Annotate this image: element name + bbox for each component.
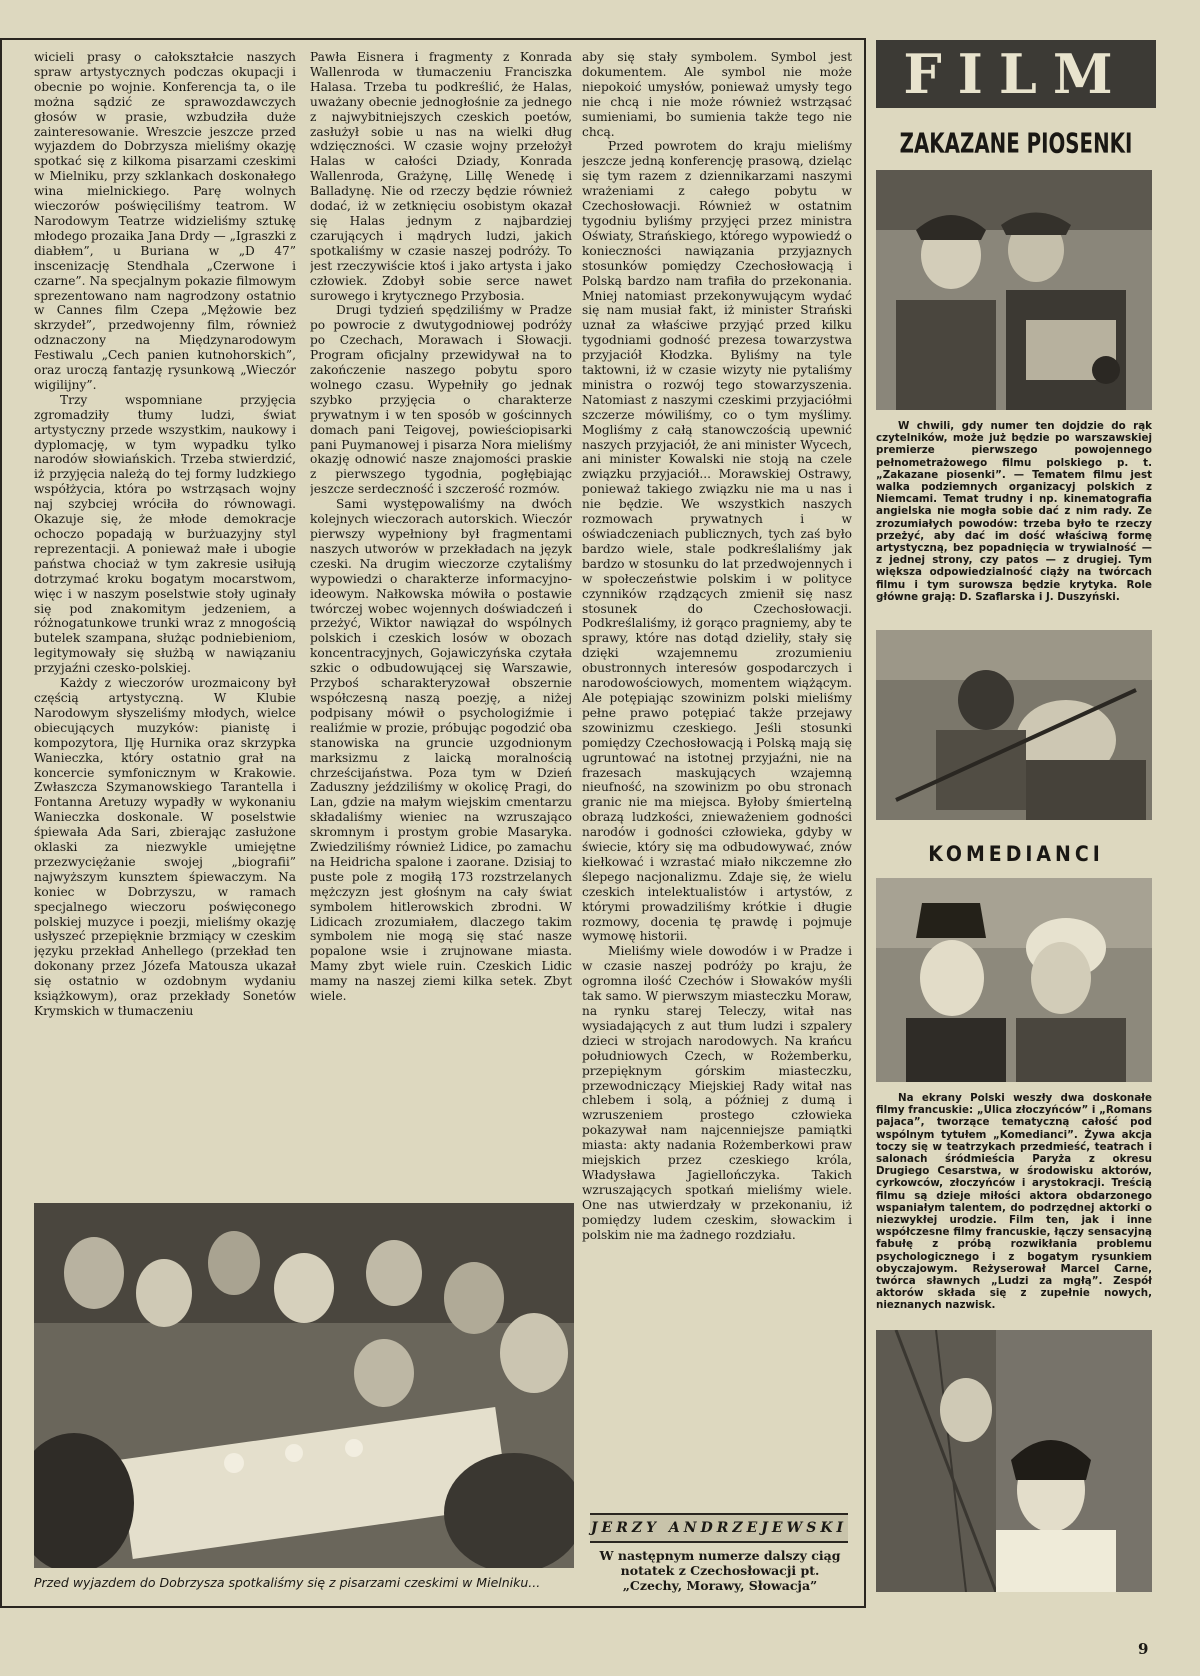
film-heading-komedianci: KOMEDIANCI [928,842,1104,866]
paragraph: Przed powrotem do kraju mieliśmy jeszcze jedną konferencję prasową, dzieląc się tym razem z dziennikarzami naszymi wrażeniami z całego pobytu w Czechosłowacji. Również w ostatnim tygodniu byliśmy przyjęci przez ministra Oświaty, Strańskiego, którego wypowiedź o konieczności nawiązania przyjaznych stosunków pomiędzy Czechosłowacją i Polską bardzo nam trafiła do przekonania. Mniej natomiast przekonywującym wydać się nam musiał fakt, iż minister Strański uznał za właściwe przyjąć przed kilku tygodniami godność prezesa towarzystwa przyjaciół Kłodzka. Byliśmy na tyle taktowni, iż w czasie wizyty nie pytaliśmy ministra o rozwój tego stowarzyszenia. Natomiast z naszymi czeskimi przyjaciółmi szczerze mówiliśmy, co o tym myślimy. Mogliśmy z całą stanowczością upewnić naszych przyjaciół, że ani minister Wycech, ani minister Kowalski nie stoją na czele związku przyjaciół... Morawskiej Ostrawy, ponieważ takiego związku nie ma u nas i nie będzie. We wszystkich naszych rozmowach prywatnych i w oświadczeniach publicznych, tych zaś było bardzo wiele, stale podkreślaliśmy jak bardzo w stosunku do lat przedwojennych i w społeczeństwie polskim i w polityce czynników rządzących zmienił się nasz stosunek do Czechosłowacji. Podkreślaliśmy, iż gorąco pragniemy, aby te sprawy, które nas dotąd dzieliły, stały się dzięki wzajemnemu zrozumieniu obustronnych interesów gospodarczych i narodowościowych, momentem wiążącym. Ale potępiając szowinizm polski mieliśmy pełne prawo potępiać także przejawy szowinizmu czeskiego. Jeśli stosunki pomiędzy Czechosłowacją i Polską mają się ugruntować na istotnej przyjaźni, nie na frazesach maskujących wzajemną nieufność, na szowinizm po obu stronach granic nie ma miejsca. Byłoby śmiertelną obrazą ludzkości, znieważeniem godności narodów i godności człowieka, gdyby w świecie, który się ma odbudowywać, znów kiełkować i wzrastać miało nikczemne zło ślepego nacjonalizmu. Zdaje się, że wielu czeskich intelektualistów i artystów, z którymi prowadziliśmy krótkie i długie rozmowy, docenia tę prawdę i pojmuje wymowę historii. [582,139,852,944]
film-section-banner: FILM [876,40,1156,108]
film-text-komedianci [876,1092,1152,1322]
article-column-1 [34,50,296,1200]
film-heading-zakazane-piosenki: ZAKAZANE PIOSENKI [899,128,1133,161]
film-still-komedianci [876,878,1152,1082]
paragraph: Drugi tydzień spędziliśmy w Pradze po powrocie z dwutygodniowej podróży po Czechach, Morawach i Słowacji. Program oficjalny przewidywał na to zakończenie naszego pobytu sporo wolnego czasu. Wypełniły go jednak szybko przyjęcia o charakterze prywatnym i w ten sposób w gościnnych domach pani Teigovej, powieściopisarki pani Puymanowej i pisarza Nora mieliśmy okazję odnowić nasze znajomości praskie z pierwszego tygodnia, pogłębiając jeszcze serdeczność i szczerość rozmów. [310,303,572,497]
photo-caption: Przed wyjazdem do Dobrzysza spotkaliśmy się z pisarzami czeskimi w Mielniku... [34,1575,541,1590]
film-text-zakazane-piosenki [876,420,1152,625]
paragraph: Mieliśmy wiele dowodów i w Pradze i w czasie naszej podróży po kraju, że ogromna ilość Czechów i Słowaków myśli tak samo. W pierwszym miasteczku Moraw, na rynku starej Teleczy, witał nas wysiadających z aut tłum ludzi i szpalery dzieci w strojach narodowych. Na krańcu południowych Czech, w Rożemberku, przepięknym górskim miasteczku, przewodniczący Miejskiej Rady witał nas chlebem i solą, a później z dumą i wzruszeniem prostego człowieka pokazywał nam najcenniejsze pamiątki miasta: akty nadania Rożemberkowi praw miejskich przez czeskiego króla, Władysława Jagiellończyka. Takich wzruszających spotkań mieliśmy wiele. One nas utwierdzały w przekonaniu, iż pomiędzy ludem czeskim, słowackim i polskim nie ma żadnego rozdziału. [582,944,852,1242]
film-still-actress [876,1330,1152,1592]
next-issue-note: W następnym numerze dalszy ciąg notatek z Czechosłowacji pt. „Czechy, Morawy, Słowacja” [599,1548,841,1593]
paragraph: aby się stały symbolem. Symbol jest dokumentem. Ale symbol nie może niepokoić umysłów, ponieważ umysły tego nie chcą i nie może również wstrząsać sumieniami, bo sumienia także tego nie chcą. [582,50,852,139]
film-still-battle-scene [876,630,1152,820]
paragraph: Na ekrany Polski weszły dwa doskonałe filmy francuskie: „Ulica złoczyńców” i „Romans pajaca”, tworzące tematyczną całość pod wspólnym tytułem „Komedianci”. Żywa akcja toczy się w teatrzykach przedmieść, teatrach i salonach śródmieścia Paryża z okresu Drugiego Cesarstwa, w środowisku aktorów, cyrkowców, złoczyńców i arystokracji. Treścią filmu są dzieje miłości aktora obdarzonego wspaniałym talentem, do podrzędnej aktorki o niezwykłej urodzie. Film ten, jak i inne współczesne filmy francuskie, łączy sensacyjną fabułę z próbą rozwikłania problemu psychologicznego i z bogatym rysunkiem obyczajowym. Reżyserował Marcel Carne, twórca sławnych „Ludzi za mgłą”. Zespół aktorów składa się z zupełnie nowych, nieznanych nazwisk. [876,1092,1152,1312]
paragraph: W chwili, gdy numer ten dojdzie do rąk czytelników, może już będzie po warszawskiej premierze pierwszego powojennego pełnometrażowego filmu polskiego p. t. „Zakazane piosenki”. — Tematem filmu jest walka podziemnych organizacyj polskich z Niemcami. Temat trudny i np. kinematografia angielska nie mogła sobie dać z nim rady. Ze zrozumiałych powodów: trzeba było te rzeczy przeżyć, aby dać im dość właściwą formę artystyczną, bez popadnięcia w trywialność — z jednej strony, czy patos — z drugiej. Tym większa odpowiedzialność ciąży na twórcach filmu i tym surowsza będzie krytyka. Role główne grają: D. Szaflarska i J. Duszyński. [876,420,1152,603]
film-still-zakazane-piosenki [876,170,1152,410]
article-column-2 [310,50,572,1200]
paragraph: Każdy z wieczorów urozmaicony był częścią artystyczną. W Klubie Narodowym słyszeliśmy młodych, wielce obiecujących muzyków: pianistę i kompozytora, Ilję Hurnika oraz skrzypka Wanieczka, który ostatnio grał na koncercie symfonicznym w Krakowie. Zwłaszcza Szymanowskiego Tarantella i Fontanna Aretuzy wypadły w wykonaniu Wanieczka doskonale. W poselstwie śpiewała Ada Sari, zbierając zasłużone oklaski za niezwykle umiejętne przezwyciężanie swojej „biografii” najwyższym kunsztem śpiewaczym. Na koniec w Dobrzyszu, w ramach specjalnego wieczoru poświęconego polskiej muzyce i poezji, mieliśmy okazję usłyszeć przepięknie brzmiący w czeskim języku przekład Anhellego (przekład ten dokonany przez Józefa Matousza ukazał się ostatnio w ozdobnym wydaniu książkowym), oraz przekłady Sonetów Krymskich w tłumaczeniu [34,676,296,1018]
article-column-3 [582,50,852,1540]
paragraph: Trzy wspomniane przyjęcia zgromadziły tłumy ludzi, świat artystyczny przede wszystkim, naukowy i dyplomację, w tym wypadku tylko narodów słowiańskich. Trzeba stwierdzić, iż przyjęcia należą do tej formy ludzkiego współżycia, która po wstrząsach wojny naj szybciej wróciła do równowagi. Okazuje się, że młode demokracje ochoczo popadają w burżuazyjny styl reprezentacji. A ponieważ małe i ubogie państwa chociaż w tym zakresie usiłują dotrzymać kroku bogatym mocarstwom, więc i w naszym poselstwie stoły uginały się pod znakomitym jedzeniem, a różnogatunkowe trunki wraz z mnogością butelek szampana, służąc podniebieniom, legitymowały się służbą w nawiązaniu przyjaźni czesko-polskiej. [34,392,296,676]
author-byline: JERZY ANDRZEJEWSKI [590,1513,848,1543]
paragraph: Sami występowaliśmy na dwóch kolejnych wieczorach autorskich. Wieczór pierwszy wypełniony był fragmentami naszych utworów w przekładach na język czeski. Na drugim wieczorze czytaliśmy wypowiedzi o charakterze informacyjno-ideowym. Nałkowska mówiła o postawie twórczej wobec wojennych doświadczeń i przeżyć, Wiktor nawiązał do wspólnych polskich i czeskich losów w obozach koncentracyjnych, Gojawiczyńska czytała szkic o odbudowującej się Warszawie, Przyboś scharakteryzował obszernie współczesną naszą poezję, a niżej podpisany mówił o psychologiźmie i realiźmie w prozie, próbując pogodzić oba stanowiska na gruncie uzgodnionym marksizmu z laicką moralnością chrześcijaństwa. Poza tym w Dzień Zaduszny jeździliśmy w okolicę Pragi, do Lan, gdzie na małym wiejskim cmentarzu składaliśmy wieniec na wzruszająco skromnym i prostym grobie Masaryka. Zwiedziliśmy również Lidice, po zamachu na Heidricha spalone i zaorane. Dzisiaj to puste pole z mogiłą 173 rozstrzelanych mężczyzn jest głośnym na cały świat symbolem hitlerowskich zbrodni. W Lidicach zrozumiałem, dlaczego takim symbolem nie mogą się stać nasze popalone wsie i zrujnowane miasta. Mamy zbyt wiele ruin. Czeskich Lidic mamy na naszej ziemi kilka setek. Zbyt wiele. [310,497,572,1004]
writers-meeting-photo [34,1203,574,1568]
page-number: 9 [1138,1640,1149,1658]
paragraph: wicieli prasy o całokształcie naszych spraw artystycznych podczas okupacji i obecnie po wojnie. Konferencja ta, o ile można sądzić ze sprawozdawczych głosów w prasie, wzbudziła duże zainteresowanie. Wreszcie jeszcze przed wyjazdem do Dobrzysza mieliśmy okazję spotkać się z kilkoma pisarzami czeskimi w Mielniku, przy szklankach doskonałego wina mielnickiego. Parę wolnych wieczorów poświęciliśmy teatrom. W Narodowym Teatrze widzieliśmy sztukę młodego prozaika Jana Drdy — „Igraszki z diabłem”, u Buriana w „D 47” inscenizację Stendhala „Czerwone i czarne”. Na specjalnym pokazie filmowym sprezentowano nam nagrodzony ostatnio w Cannes film Czepa „Mężowie bez skrzydeł”, przedwojenny film, również odznaczony na Międzynarodowym Festiwalu „Cech panien kutnohorskich”, oraz uroczą fantazję rysunkową „Wieczór wigilijny”. [34,50,296,392]
paragraph: Pawła Eisnera i fragmenty z Konrada Wallenroda w tłumaczeniu Franciszka Halasa. Trzeba tu podkreślić, że Halas, uważany obecnie jednogłośnie za jednego z najwybitniejszych czeskich poetów, zasłużył sobie u nas na wielki dług wdzięczności. W czasie wojny przełożył Halas w całości Dziady, Konrada Wallenroda, Grażynę, Lillę Wenedę i Balladynę. Nie od rzeczy będzie również dodać, iż w zetknięciu osobistym okazał się Halas jednym z najbardziej czarujących i mądrych ludzi, jakich spotkaliśmy w czasie naszej podróży. To jest rzeczywiście ktoś i jako artysta i jako człowiek. Zdobył sobie serce nawet surowego i krytycznego Przybosia. [310,50,572,303]
